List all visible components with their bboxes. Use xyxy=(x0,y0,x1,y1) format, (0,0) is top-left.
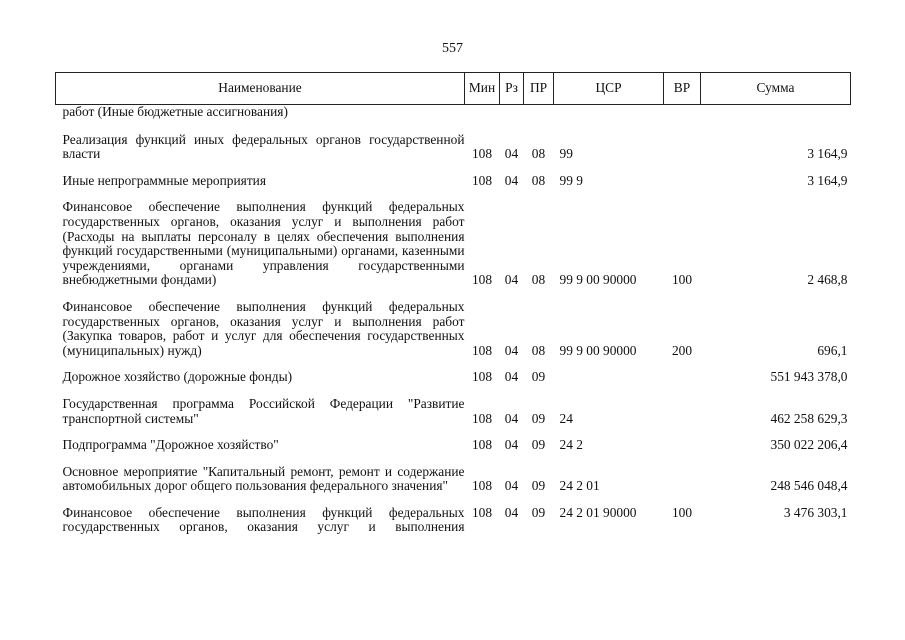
table-row xyxy=(56,300,851,358)
row-name: Подпрограмма "Дорожное хозяйство" xyxy=(62,437,279,453)
row-min: 108 xyxy=(471,410,493,426)
row-sum: 2 468,8 xyxy=(807,272,848,288)
row-pr: 08 xyxy=(531,272,546,288)
row-min xyxy=(465,105,500,120)
row-min: 108 xyxy=(471,369,493,385)
row-vr xyxy=(664,465,701,494)
table-row xyxy=(56,506,851,535)
row-rz: 04 xyxy=(504,478,519,494)
table-row xyxy=(56,397,851,426)
row-pr: 09 xyxy=(531,504,546,520)
row-csr: 24 2 01 xyxy=(559,478,600,494)
row-pr xyxy=(524,105,554,120)
table-row xyxy=(56,465,851,494)
row-sum xyxy=(701,105,851,120)
row-rz: 04 xyxy=(504,437,519,453)
row-vr xyxy=(664,397,701,426)
row-pr: 08 xyxy=(531,172,546,188)
row-min: 108 xyxy=(471,272,493,288)
row-name: Реализация функций иных федеральных органов государственной власти xyxy=(62,131,465,162)
row-sum: 3 164,9 xyxy=(807,172,848,188)
row-sum: 462 258 629,3 xyxy=(770,410,848,426)
budget-table xyxy=(55,72,851,535)
row-csr: 99 9 00 90000 xyxy=(559,272,637,288)
row-name: Финансовое обеспечение выполнения функций федеральных государственных органов, оказания услуг и выполнения работ (Закупка товаров, работ и услуг для обеспечения государственных (муниципальных) нужд) xyxy=(62,298,465,358)
row-sum: 248 546 048,4 xyxy=(770,478,848,494)
row-name: Дорожное хозяйство (дорожные фонды) xyxy=(62,369,293,385)
row-rz: 04 xyxy=(504,369,519,385)
header-sum: Сумма xyxy=(701,73,851,105)
header-pr: ПР xyxy=(524,73,554,105)
row-vr: 100 xyxy=(671,272,693,288)
row-sum: 3 476 303,1 xyxy=(783,504,848,520)
table-row xyxy=(56,200,851,288)
row-vr: 100 xyxy=(671,504,693,520)
row-min: 108 xyxy=(471,342,493,358)
row-vr xyxy=(664,174,701,189)
row-min: 108 xyxy=(471,478,493,494)
row-name: Финансовое обеспечение выполнения функций федеральных государственных органов, оказания услуг и выполнения работ (Расходы на выплаты персоналу в целях обеспечения выполнения функций государственными (муниципальными) органами, казенными учреждениями, органами управления государственными внебюджетными фондами) xyxy=(62,199,465,288)
row-csr: 24 2 xyxy=(559,437,583,453)
row-sum: 696,1 xyxy=(817,342,848,358)
header-min: Мин xyxy=(465,73,500,105)
row-csr xyxy=(554,370,664,385)
row-vr xyxy=(664,438,701,453)
row-csr: 99 9 00 90000 xyxy=(559,342,637,358)
row-pr: 08 xyxy=(531,342,546,358)
row-min: 108 xyxy=(471,437,493,453)
row-pr: 09 xyxy=(531,369,546,385)
table-row xyxy=(56,133,851,162)
row-rz: 04 xyxy=(504,410,519,426)
row-csr xyxy=(554,105,664,120)
row-sum: 551 943 378,0 xyxy=(770,369,848,385)
row-vr xyxy=(664,105,701,120)
row-vr xyxy=(664,370,701,385)
row-rz xyxy=(500,105,524,120)
row-pr: 09 xyxy=(531,478,546,494)
row-pr: 09 xyxy=(531,437,546,453)
row-sum: 3 164,9 xyxy=(807,146,848,162)
row-name: работ (Иные бюджетные ассигнования) xyxy=(62,104,288,119)
row-pr: 08 xyxy=(531,146,546,162)
row-csr: 24 xyxy=(559,410,573,426)
row-vr: 200 xyxy=(671,342,693,358)
row-csr: 99 9 xyxy=(559,172,583,188)
row-name: Государственная программа Российской Федерации "Развитие транспортной системы" xyxy=(62,395,465,426)
table-row xyxy=(56,438,851,453)
header-csr: ЦСР xyxy=(554,73,664,105)
row-vr xyxy=(664,133,701,162)
table-header-row xyxy=(56,73,851,105)
row-min: 108 xyxy=(471,146,493,162)
page-number: 557 xyxy=(442,41,463,56)
row-name: Финансовое обеспечение выполнения функций федеральных государственных органов, оказания услуг и выполнения xyxy=(62,504,465,535)
row-rz: 04 xyxy=(504,504,519,520)
table-row xyxy=(56,370,851,385)
row-name: Иные непрограммные мероприятия xyxy=(62,172,266,188)
table-body xyxy=(56,105,851,536)
row-min: 108 xyxy=(471,172,493,188)
row-rz: 04 xyxy=(504,272,519,288)
row-name: Основное мероприятие "Капитальный ремонт, ремонт и содержание автомобильных дорог общего пользования федерального значения" xyxy=(62,463,465,494)
header-vr: ВР xyxy=(664,73,701,105)
row-min: 108 xyxy=(471,504,493,520)
table-row xyxy=(56,174,851,189)
header-rz: Рз xyxy=(500,73,524,105)
row-sum: 350 022 206,4 xyxy=(770,437,848,453)
row-pr: 09 xyxy=(531,410,546,426)
table-row xyxy=(56,105,851,120)
header-name: Наименование xyxy=(56,73,465,105)
row-rz: 04 xyxy=(504,172,519,188)
row-rz: 04 xyxy=(504,342,519,358)
row-csr: 24 2 01 90000 xyxy=(559,504,637,520)
row-rz: 04 xyxy=(504,146,519,162)
row-csr: 99 xyxy=(559,146,573,162)
